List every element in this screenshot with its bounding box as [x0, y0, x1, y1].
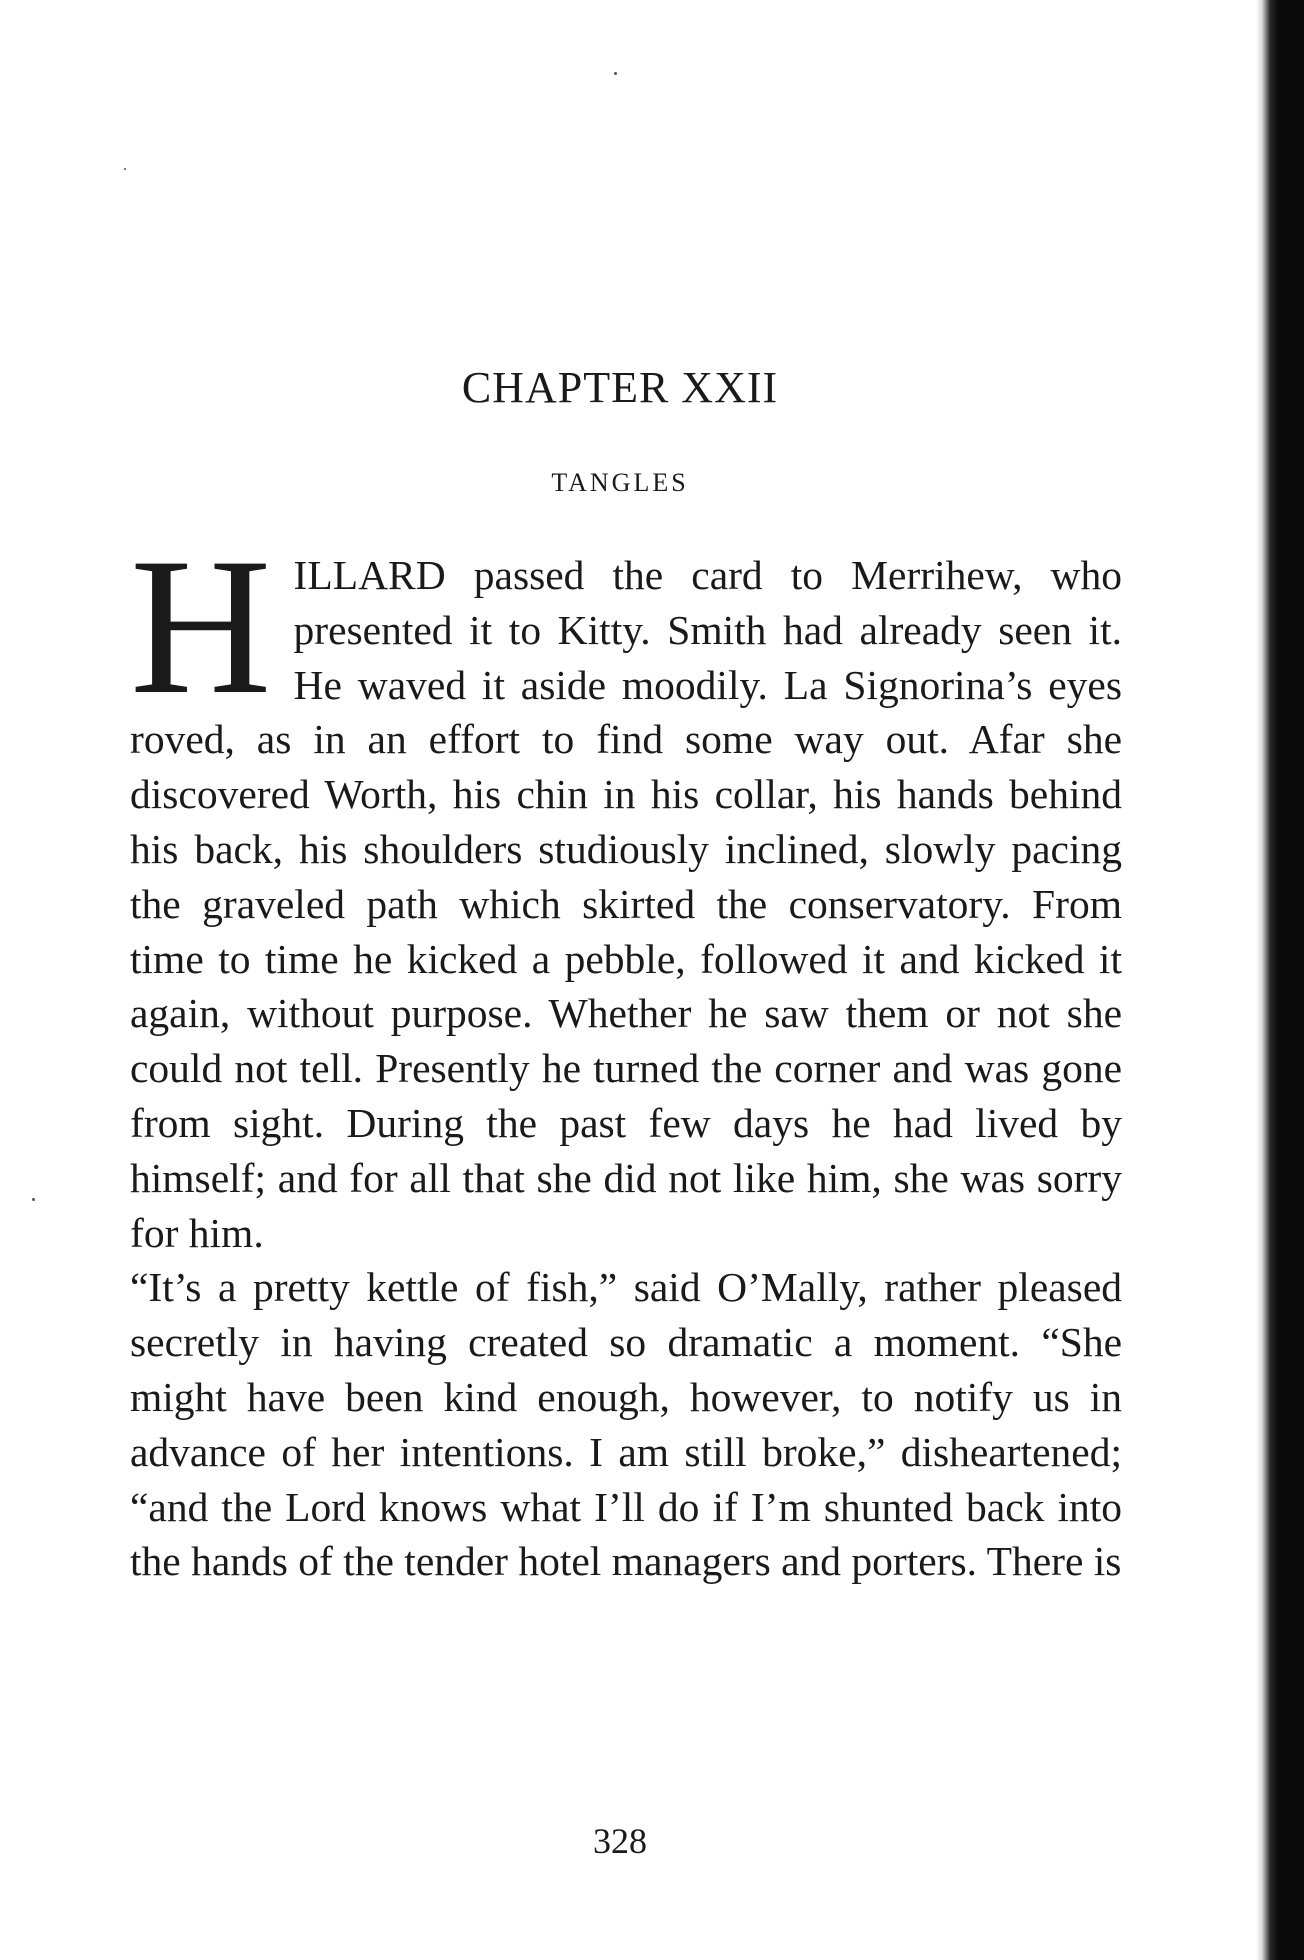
scan-speck [614, 72, 617, 75]
paragraph: “It’s a pretty kettle of fish,” said O’Mally, rather pleased secretly in having created so dramatic a moment. “She might have been kind enough, however, to notify us in advance of her intentions. I am still broke,” disheartened; “and the Lord knows what I’ll do if I’m shunted back into the hands of the tender hotel managers and porters. There is [130, 1264, 1122, 1585]
scan-edge-shadow [1256, 0, 1304, 1960]
scan-speck [124, 168, 126, 170]
body-text [130, 518, 1122, 1589]
paragraph: ILLARD passed the card to Merrihew, who presented it to Kitty. Smith had already seen it. He waved it aside moodily. La Signorina’s eyes roved, as in an effort to find some way out. Afar she discovered Worth, his chin in his collar, his hands behind his back, his shoulders studiously inclined, slowly pacing the graveled path which skirted the conservatory. From time to time he kicked a pebble, followed it and kicked it again, without purpose. Whether he saw them or not she could not tell. Presently he turned the corner and was gone from sight. During the past few days he had lived by himself; and for all that she did not like him, she was sorry for him. [130, 552, 1122, 1256]
chapter-subtitle: TANGLES [551, 468, 689, 497]
scan-speck [32, 1198, 35, 1201]
page-number: 328 [593, 1821, 647, 1861]
drop-cap: H [130, 518, 272, 735]
chapter-title: CHAPTER XXII [461, 363, 779, 412]
